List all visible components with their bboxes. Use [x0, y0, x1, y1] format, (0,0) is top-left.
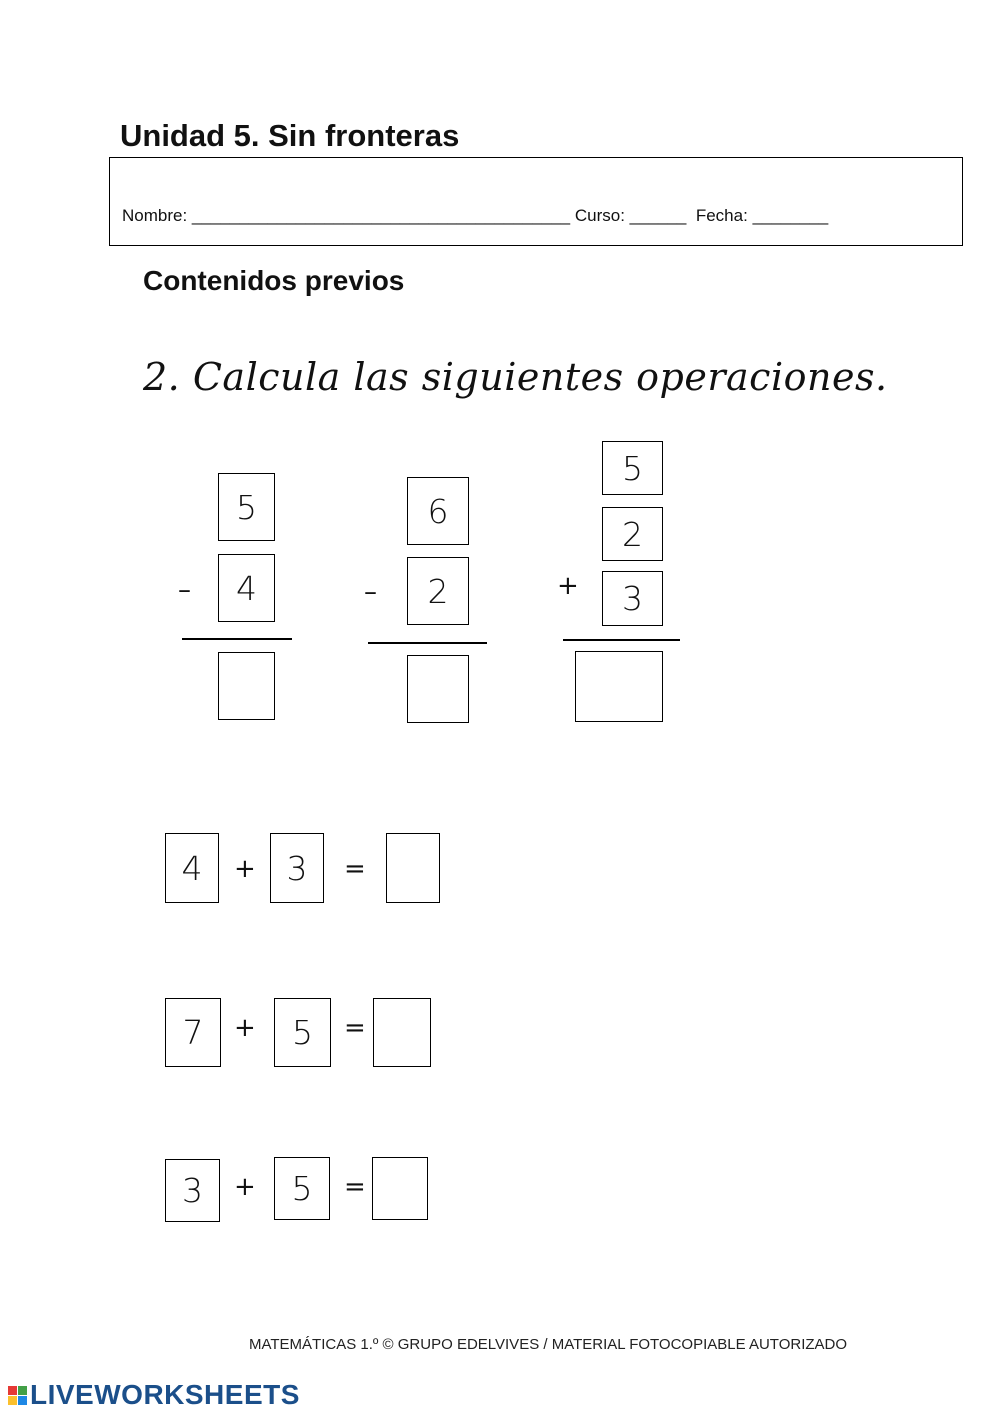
student-info-box: [109, 157, 963, 246]
course-label: Curso:: [574, 206, 625, 225]
instruction: 2. Calcula las siguientes operaciones.: [143, 355, 888, 399]
number-box: 7: [165, 998, 221, 1067]
number-box: 6: [407, 477, 469, 545]
minus-sign: –: [178, 575, 191, 605]
logo-text: LIVEWORKSHEETS: [30, 1379, 300, 1410]
number-box: 2: [407, 557, 469, 625]
worksheet-title: Unidad 5. Sin fronteras: [120, 118, 460, 153]
date-label: Fecha:: [695, 206, 748, 225]
plus-sign: +: [234, 1013, 256, 1043]
sum-line: [368, 642, 487, 644]
number-box: 3: [602, 571, 663, 626]
number-box: 4: [165, 833, 219, 903]
number-box: 5: [274, 998, 331, 1067]
number-box: 3: [270, 833, 324, 903]
number-box: 5: [218, 473, 275, 541]
number-box: 5: [602, 441, 663, 495]
answer-box[interactable]: [218, 652, 275, 720]
answer-box[interactable]: [372, 1157, 428, 1220]
number-box: 4: [218, 554, 275, 622]
sum-line: [563, 639, 680, 641]
equals-sign: =: [344, 854, 366, 884]
answer-box[interactable]: [386, 833, 440, 903]
minus-sign: –: [364, 577, 377, 607]
sum-line: [182, 638, 292, 640]
number-box: 3: [165, 1159, 220, 1222]
number-box: 2: [602, 507, 663, 561]
section-title: Contenidos previos: [143, 265, 405, 296]
equals-sign: =: [344, 1172, 366, 1202]
course-blank: ______: [629, 206, 687, 225]
date-blank: ________: [752, 206, 829, 225]
student-info-line: [122, 206, 828, 226]
name-label: Nombre:: [122, 206, 188, 225]
answer-box[interactable]: [407, 655, 469, 723]
plus-sign: +: [557, 571, 579, 601]
equals-sign: =: [344, 1013, 366, 1043]
liveworksheets-logo[interactable]: [8, 1378, 300, 1412]
copyright-footer: MATEMÁTICAS 1.º © GRUPO EDELVIVES / MATERIAL FOTOCOPIABLE AUTORIZADO: [249, 1336, 848, 1353]
answer-box[interactable]: [575, 651, 663, 722]
number-box: 5: [274, 1157, 330, 1220]
name-blank: ________________________________________: [191, 206, 571, 225]
plus-sign: +: [234, 854, 256, 884]
logo-icon: [8, 1386, 27, 1405]
plus-sign: +: [234, 1172, 256, 1202]
answer-box[interactable]: [373, 998, 431, 1067]
